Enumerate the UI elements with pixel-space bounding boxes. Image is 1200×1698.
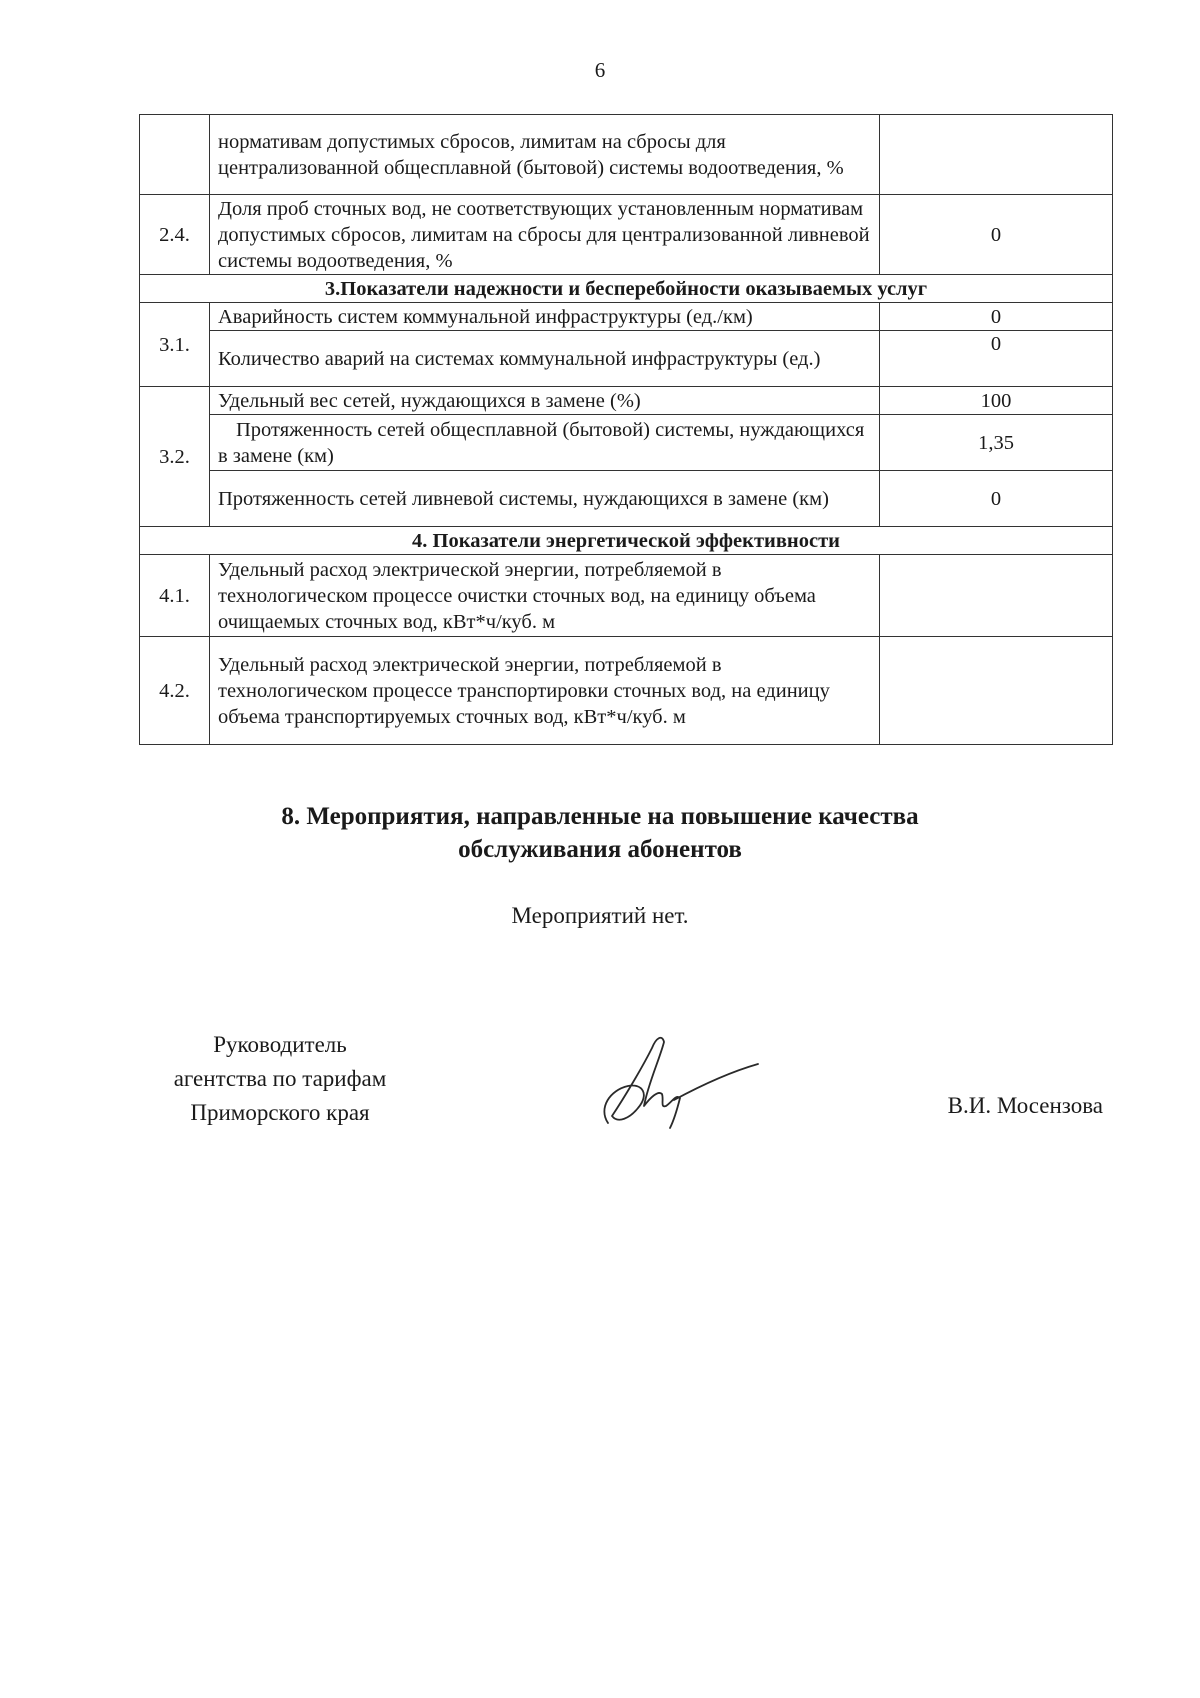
table-row: [140, 195, 1113, 275]
indicator-value: [880, 637, 1113, 745]
row-number: 3.2.: [140, 387, 210, 527]
table-row: [140, 555, 1113, 637]
table-row: [140, 637, 1113, 745]
indicator-value: [880, 115, 1113, 195]
handwritten-signature: [590, 1028, 760, 1138]
indicator-name: Протяженность сетей ливневой системы, нуждающихся в замене (км): [210, 471, 880, 527]
table-row: [140, 471, 1113, 527]
indicators-table: [139, 114, 1113, 745]
indicator-value: 100: [880, 387, 1113, 415]
signer-title-line3: Приморского края: [190, 1100, 370, 1125]
row-number: 4.1.: [140, 555, 210, 637]
signer-name: В.И. Мосензова: [947, 1093, 1103, 1118]
section-8-heading-line1: 8. Мероприятия, направленные на повышение качества: [281, 803, 919, 830]
section-row: [140, 527, 1113, 555]
section-8-text: Мероприятий нет.: [511, 903, 689, 928]
section-title: 4. Показатели энергетической эффективности: [140, 527, 1113, 555]
indicator-name-text: Протяженность сетей общесплавной (бытовой) системы, нуждающихся в замене (км): [218, 418, 865, 467]
row-number: 2.4.: [140, 195, 210, 275]
indicator-name: Количество аварий на системах коммунальной инфраструктуры (ед.): [210, 331, 880, 387]
section-8-heading-line2: обслуживания абонентов: [458, 836, 742, 863]
table-row: [140, 415, 1113, 471]
table-row: [140, 331, 1113, 387]
row-number: 4.2.: [140, 637, 210, 745]
indicator-value: 0: [880, 471, 1113, 527]
section-row: [140, 275, 1113, 303]
row-number: [140, 115, 210, 195]
indicator-value: 1,35: [880, 415, 1113, 471]
indicator-name: нормативам допустимых сбросов, лимитам на сбросы для централизованной общесплавной (бытовой) системы водоотведения, %: [210, 115, 880, 195]
indicator-name: Доля проб сточных вод, не соответствующих установленным нормативам допустимых сбросов, лимитам на сбросы для централизованной ливневой системы водоотведения, %: [210, 195, 880, 275]
indicator-name: Удельный расход электрической энергии, потребляемой в технологическом процессе транспортировки сточных вод, на единицу объема транспортируемых сточных вод, кВт*ч/куб. м: [210, 637, 880, 745]
signer-title-line1: Руководитель: [213, 1032, 347, 1057]
section-title: 3.Показатели надежности и бесперебойности оказываемых услуг: [140, 275, 1113, 303]
section-8-heading: [0, 800, 1200, 866]
indicator-value: [880, 555, 1113, 637]
row-number: 3.1.: [140, 303, 210, 387]
indicator-name: Удельный вес сетей, нуждающихся в замене (%): [210, 387, 880, 415]
table-row: [140, 303, 1113, 331]
indicator-value: 0: [880, 303, 1113, 331]
signer-title-line2: агентства по тарифам: [173, 1066, 387, 1091]
table-row: [140, 387, 1113, 415]
signer-title: [130, 1028, 430, 1130]
page-number: 6: [594, 58, 606, 82]
indicator-value: 0: [880, 195, 1113, 275]
indicator-name: Удельный расход электрической энергии, потребляемой в технологическом процессе очистки сточных вод, на единицу объема очищаемых сточных вод, кВт*ч/куб. м: [210, 555, 880, 637]
table-row: [140, 115, 1113, 195]
indicator-name: Аварийность систем коммунальной инфраструктуры (ед./км): [210, 303, 880, 331]
indicator-value: 0: [880, 331, 1113, 387]
indicator-name: [210, 415, 880, 471]
